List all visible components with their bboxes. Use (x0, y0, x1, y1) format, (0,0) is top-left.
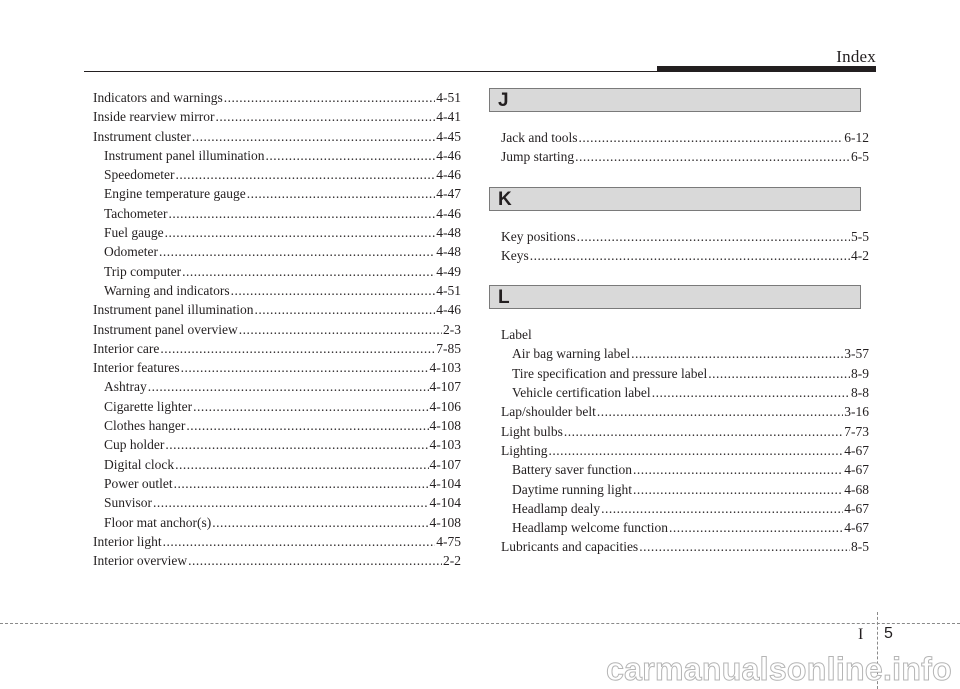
entry-text: Cup holder (104, 437, 165, 453)
entry-page: 4-48 (436, 225, 461, 241)
index-subentry (93, 242, 461, 261)
index-subentry (93, 397, 461, 416)
entry-text: Label (501, 327, 532, 343)
section-gap (501, 265, 877, 285)
index-subentry (93, 377, 461, 396)
dot-leader (193, 397, 428, 416)
dot-leader (159, 242, 435, 261)
left-index-column (93, 88, 469, 570)
right-index-column (498, 88, 877, 557)
dot-leader (160, 339, 435, 358)
entry-page: 3-57 (844, 346, 869, 362)
entry-text: Power outlet (104, 475, 173, 491)
dot-leader (669, 518, 843, 537)
entry-text: Headlamp welcome function (512, 520, 668, 536)
dot-leader (148, 377, 429, 396)
entry-page: 4-45 (436, 128, 461, 144)
entry-text: Odometer (104, 244, 158, 260)
section-header-j (489, 88, 861, 112)
index-subentry (93, 262, 461, 281)
entry-page: 6-12 (844, 130, 869, 145)
footer-section-label: I (858, 626, 864, 643)
entry-page: 5-5 (851, 228, 869, 244)
index-entry (501, 227, 869, 246)
entry-page: 4-107 (429, 379, 461, 395)
dot-leader (174, 474, 429, 493)
entry-text: Tire specification and pressure label (512, 365, 708, 381)
entry-page: 4-51 (436, 90, 461, 105)
index-subentry (93, 204, 461, 223)
entry-text: Daytime running light (512, 481, 632, 497)
entry-page: 4-107 (429, 456, 461, 472)
index-entry (501, 128, 869, 147)
index-subentry (93, 165, 461, 184)
entry-page: 4-48 (436, 244, 461, 260)
entry-text: Instrument panel illumination (104, 147, 265, 163)
dot-leader (182, 262, 435, 281)
section-gap (501, 112, 877, 128)
entry-page: 4-46 (436, 302, 461, 318)
index-entry (501, 246, 869, 265)
entry-page: 4-108 (429, 514, 461, 530)
section-letter: J (498, 90, 509, 111)
dot-leader (633, 480, 843, 499)
index-entry (501, 147, 869, 166)
entry-text: Light bulbs (501, 423, 563, 439)
entry-text: Key positions (501, 228, 576, 244)
index-entry (93, 300, 461, 319)
dot-leader (153, 493, 428, 512)
section-gap (501, 211, 877, 227)
index-subentry (501, 383, 869, 402)
dot-leader (631, 344, 843, 363)
dot-leader (265, 146, 435, 165)
index-subentry (501, 499, 869, 518)
index-subentry (93, 493, 461, 512)
footer-page-number: 5 (884, 625, 893, 642)
entry-page: 8-5 (851, 539, 869, 555)
dot-leader (165, 223, 436, 242)
dot-leader (192, 127, 435, 146)
index-subentry (501, 364, 869, 383)
dot-leader (575, 147, 850, 166)
watermark: carmanualsonline.info (606, 651, 952, 687)
index-subentry (501, 460, 869, 479)
section-letter: K (498, 188, 512, 210)
index-subentry (93, 184, 461, 203)
entry-text: Interior care (93, 340, 160, 356)
entry-page: 4-67 (844, 520, 869, 536)
entry-text: Clothes hanger (104, 418, 186, 434)
entry-page: 4-103 (429, 360, 461, 376)
entry-page: 4-106 (429, 398, 461, 414)
index-subentry (93, 455, 461, 474)
entry-text: Speedometer (104, 167, 175, 183)
entry-text: Instrument panel illumination (93, 302, 254, 318)
dot-leader (181, 358, 429, 377)
entry-text: Jump starting (501, 149, 575, 165)
entry-page: 7-73 (844, 423, 869, 439)
entry-page: 4-103 (429, 437, 461, 453)
entry-page: 4-46 (436, 205, 461, 221)
entry-text: Battery saver function (512, 462, 632, 478)
entry-page: 2-3 (443, 321, 461, 337)
index-entry (93, 320, 461, 339)
entry-text: Warning and indicators (104, 282, 230, 298)
dot-leader (601, 499, 843, 518)
section-header-k (489, 187, 861, 211)
index-entry (93, 551, 461, 570)
entry-text: Interior overview (93, 553, 188, 569)
section-header-l (489, 285, 861, 309)
section-gap (501, 167, 877, 187)
header-rule (84, 71, 876, 72)
dot-leader (639, 537, 850, 556)
dot-leader (169, 204, 436, 223)
entry-text: Headlamp dealy (512, 500, 601, 516)
entry-text: Instrument cluster (93, 128, 191, 144)
entry-text: Lighting (501, 442, 548, 458)
index-subentry (501, 518, 869, 537)
entry-text: Jack and tools (501, 130, 578, 145)
entry-page: 4-49 (436, 263, 461, 279)
entry-text: Cigarette lighter (104, 398, 193, 414)
index-subentry (93, 513, 461, 532)
dot-leader (231, 281, 436, 300)
entry-page: 4-2 (851, 247, 869, 263)
dot-leader (577, 227, 850, 246)
entry-page: 2-2 (443, 553, 461, 569)
entry-page: 8-9 (851, 365, 869, 381)
entry-page: 4-67 (844, 462, 869, 478)
entry-text: Sunvisor (104, 495, 153, 511)
index-subentry (93, 416, 461, 435)
entry-text: Fuel gauge (104, 225, 164, 241)
entry-page: 7-85 (436, 340, 461, 356)
entry-page: 4-47 (436, 186, 461, 202)
dot-leader (652, 383, 850, 402)
entry-page: 4-46 (436, 147, 461, 163)
entry-page: 8-8 (851, 385, 869, 401)
entry-page: 4-46 (436, 167, 461, 183)
dot-leader (530, 246, 850, 265)
dot-leader (215, 107, 435, 126)
index-entry (93, 532, 461, 551)
index-subentry (501, 344, 869, 363)
entry-text: Inside rearview mirror (93, 109, 215, 125)
dot-leader (597, 402, 843, 421)
entry-text: Ashtray (104, 379, 147, 395)
index-entry (93, 127, 461, 146)
dot-leader (165, 435, 428, 454)
page-title: Index (836, 47, 876, 66)
dot-leader (224, 88, 436, 107)
dot-leader (549, 441, 844, 460)
index-subentry (93, 281, 461, 300)
entry-page: 6-5 (851, 149, 869, 165)
entry-text: Trip computer (104, 263, 182, 279)
index-entry (501, 325, 869, 344)
index-subentry (93, 435, 461, 454)
dot-leader (175, 165, 435, 184)
dot-leader (186, 416, 428, 435)
entry-text: Lap/shoulder belt (501, 404, 596, 420)
entry-page: 4-67 (844, 442, 869, 458)
section-letter: L (498, 287, 510, 309)
entry-text: Instrument panel overview (93, 321, 238, 337)
index-subentry (93, 146, 461, 165)
entry-page: 3-16 (844, 404, 869, 420)
entry-page: 4-41 (436, 109, 461, 125)
entry-page: 4-67 (844, 500, 869, 516)
entry-text: Keys (501, 247, 529, 263)
entry-text: Indicators and warnings (93, 90, 223, 105)
dot-leader (163, 532, 436, 551)
entry-page: 4-104 (429, 495, 461, 511)
dot-leader (564, 422, 843, 441)
dot-leader (633, 460, 843, 479)
dot-leader (708, 364, 850, 383)
dot-leader (212, 513, 428, 532)
entry-page: 4-104 (429, 475, 461, 491)
index-entry (93, 88, 461, 107)
entry-page: 4-75 (436, 533, 461, 549)
footer-divider (0, 623, 960, 624)
index-entry (501, 422, 869, 441)
dot-leader (175, 455, 428, 474)
entry-text: Digital clock (104, 456, 175, 472)
entry-text: Vehicle certification label (512, 385, 651, 401)
index-entry (501, 402, 869, 421)
dot-leader (247, 184, 436, 203)
index-subentry (501, 480, 869, 499)
index-entry (501, 537, 869, 556)
index-entry (93, 107, 461, 126)
index-subentry (93, 474, 461, 493)
dot-leader (254, 300, 435, 319)
index-entry (93, 339, 461, 358)
index-entry (93, 358, 461, 377)
entry-page: 4-108 (429, 418, 461, 434)
entry-text: Interior features (93, 360, 180, 376)
entry-text: Lubricants and capacities (501, 539, 639, 555)
section-gap (501, 309, 877, 325)
index-entry (501, 441, 869, 460)
index-subentry (93, 223, 461, 242)
entry-text: Floor mat anchor(s) (104, 514, 212, 530)
entry-page: 4-51 (436, 282, 461, 298)
entry-text: Air bag warning label (512, 346, 631, 362)
dot-leader (579, 128, 844, 147)
entry-text: Interior light (93, 533, 162, 549)
entry-page: 4-68 (844, 481, 869, 497)
dot-leader (239, 320, 442, 339)
entry-text: Engine temperature gauge (104, 186, 246, 202)
entry-text: Tachometer (104, 205, 168, 221)
dot-leader (188, 551, 442, 570)
